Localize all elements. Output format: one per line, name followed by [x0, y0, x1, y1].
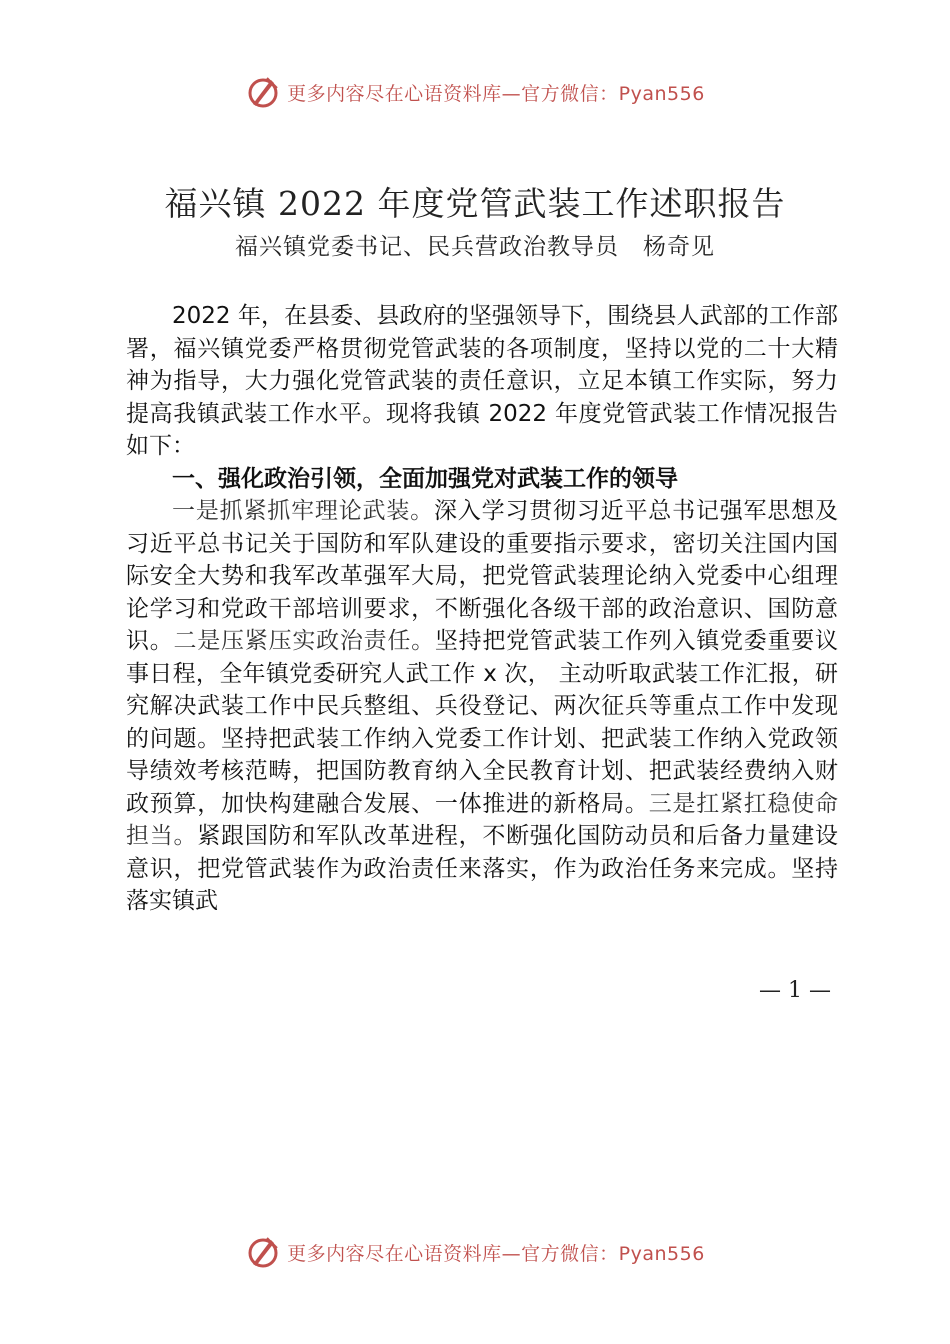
paragraph-text-1: 深入学习贯彻习近平总书记强军思想及习近平总书记关于国防和军队建设的重要指示要求，密切关注国内国际安全大势和我军改革强军大局，把党管武装理论纳入党委中心组理论学习和党政干部培训要求，不断强化各级干部的政治意识、国防意识。 [126, 498, 839, 654]
page-number: — 1 — [759, 978, 831, 1003]
document-body [126, 300, 838, 918]
paragraph-text-3: 紧跟国防和军队改革进程，不断强化国防动员和后备力量建设意识，把党管武装作为政治责任来落实，作为政治任务来完成。坚持落实镇武 [126, 823, 839, 914]
document-title: 福兴镇 2022 年度党管武装工作述职报告 [164, 184, 786, 223]
pen-circle-logo-icon [245, 74, 281, 110]
intro-paragraph: 2022 年，在县委、县政府的坚强领导下，围绕县人武部的工作部署，福兴镇党委严格贯彻党管武装的各项制度，坚持以党的二十大精神为指导，大力强化党管武装的责任意识，立足本镇工作实际，努力提高我镇武装工作水平。现将我镇 2022 年度党管武装工作情况报告如下： [126, 303, 838, 459]
watermark-text: 更多内容尽在心语资料库—官方微信：Pyan556 [287, 82, 705, 105]
document-subtitle: 福兴镇党委书记、民兵营政治教导员 杨奇见 [235, 234, 715, 260]
paragraph-text-2: 坚持把党管武装工作列入镇党委重要议事日程，全年镇党委研究人武工作 x 次， 主动听取武装工作汇报，研究解决武装工作中民兵整组、兵役登记、两次征兵等重点工作中发现的问题。坚持把武装工作纳入党委工作计划、把武装工作纳入党政领导绩效考核范畴，把国防教育纳入全民教育计划、把武装经费纳入财政预算，加快构建融合发展、一体推进的新格局。 [126, 628, 839, 817]
watermark-banner-bottom [0, 1232, 950, 1272]
watermark-text: 更多内容尽在心语资料库—官方微信：Pyan556 [287, 1242, 705, 1265]
lead-phrase-3: 三是扛紧扛稳使命担当。 [126, 790, 839, 849]
section-1-paragraph [126, 495, 838, 918]
watermark-banner-top [0, 72, 950, 112]
pen-circle-logo-icon [245, 1234, 281, 1270]
lead-phrase-1: 一是抓紧抓牢理论武装。 [172, 498, 434, 524]
section-heading-1: 一、强化政治引领，全面加强党对武装工作的领导 [172, 465, 678, 492]
lead-phrase-2: 二是压紧压实政治责任。 [173, 628, 435, 654]
